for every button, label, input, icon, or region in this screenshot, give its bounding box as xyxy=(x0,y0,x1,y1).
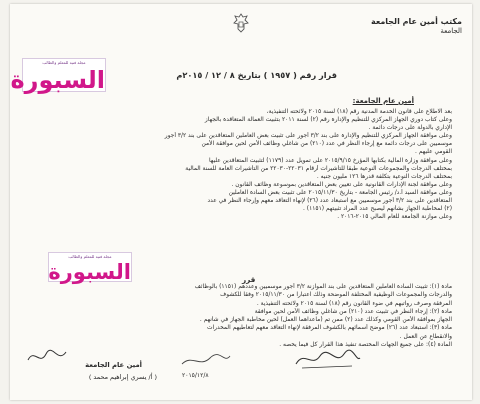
preamble-line: وعلى كتاب دوري الجهاز المركزي للتنظيم والإدارة رقم (٢) لسنة ٢٠١١ بتثبيت العمالة المتعاقدة بالجهاز xyxy=(204,117,452,124)
greeting: أمين عام الجامعة: xyxy=(352,97,414,105)
preamble-line: وعلى موافقة لجنة الإدارات القانونية على تعيين بعض المتعاقدين بموسوعة وظائف القانون . xyxy=(231,181,452,188)
watermark-tagline: مجلة فنية للمعلم والطالب xyxy=(68,254,112,259)
preamble-line: (٢) لمخاطبة الجهاز بشأنهم ليصبح عدد المراد تثبيتهم (١١٥١) . xyxy=(303,206,452,213)
article-line: مادة (١): تثبيت السادة العاملين المتعاقدين على بند الموازنة ٣/٢ أجور موسميين وعددهم (١١٥١) بالوظائف xyxy=(194,284,452,290)
signature-name: ( أ/ يسري إبراهيم محمد ) xyxy=(88,373,157,381)
signature-title: أمين عام الجامعة xyxy=(85,361,142,369)
header-office: مكتب أمين عام الجامعة xyxy=(370,17,462,26)
watermark-logo xyxy=(10,58,106,94)
article-line: المرفقة وصرف رواتبهم في ضوء القانون رقم (١٨) لسنة ٢٠١٥ ولائحته التنفيذية . xyxy=(256,300,452,307)
watermark-tagline: مجلة فنية للمعلم والطالب xyxy=(42,60,86,65)
article-line: والانقطاع عن العمل . xyxy=(399,333,452,340)
header-office-sub: الجامعة xyxy=(440,27,462,35)
preamble-line: القومي عليهم . xyxy=(414,149,452,156)
preamble-line: وعلى موافقة السيد أ.د/ رئيس الجامعة - بتاريخ ٢٠١٥/١١/٣٠ على تثبيت بعض السادة العاملين xyxy=(228,189,452,196)
eagle-seal-icon xyxy=(232,12,250,34)
preamble-line: موسميين على درجات دائمة مع إرجاء النظر في عدد (٢١٠) من شاغلي وظائف الأمن لحين موافقة الأمن xyxy=(201,141,452,148)
article-line: المادة (٤): على جميع الجهات المختصة تنفيذ هذا القرار كل فيما يخصه . xyxy=(279,342,452,349)
preamble-line: بمختلف الدرجات والمجموعات النوعية طبقاً للتأشيرات أرقام ٢٢٠٣١-٢٢٠٣٠ من التأشيرات العامة للسنة المالية xyxy=(185,165,452,172)
preamble xyxy=(22,108,452,221)
decree-number: قرار رقم ( ١٩٥٧ ) بتاريخ ٨ / ١٢ / ٢٠١٥م xyxy=(176,70,337,80)
preamble-line: بمختلف الدرجات النوعية بتكلفة قدرها ١٢٦ مليون جنيه . xyxy=(316,173,452,180)
preamble-line: الإداري بالدولة على درجات دائمة . xyxy=(368,125,452,132)
article-line: الجهاز بموافقة الأمن القومي وكذلك عدد (٢) ممن تم (ماعداهما العمل) لحين مخاطبة الجهاز في شأنهم . xyxy=(199,317,452,324)
article-line: والدرجات والمجموعات الوظيفية المختلفة الموضحة وذلك اعتباراً من ٢٠١٥/١١/٣٠ وفقاً للكشوف xyxy=(220,292,452,299)
articles xyxy=(22,283,452,349)
watermark-brand: السبورة xyxy=(10,66,105,94)
signature-scribble xyxy=(292,346,362,372)
article-line: مادة (٣): استبعاد عدد (٢٦) موضح أسمائهم بالكشوف المرفقة لإنهاء التعاقد معهم لتعاطيهم المخدرات xyxy=(206,325,452,332)
watermark-logo xyxy=(48,252,132,282)
stamp-date: ٢٠١٥/١٢/٨ xyxy=(182,372,209,379)
decision-heading: قرر xyxy=(242,275,256,284)
preamble-line: وعلى موازنة الجامعة للعام المالي ٢٠١٥-٢٠١٦ . xyxy=(337,214,452,221)
preamble-line: وعلى موافقة الجهاز المركزي للتنظيم والإدارة على بند ٣/٢ أجور على تثبيت بعض العاملين المتعاقدين على بند ٣/٢ أجور xyxy=(164,133,452,140)
watermark-brand: السبورة xyxy=(48,260,131,284)
article-line: مادة (٢): إرجاء النظر في تثبيت عدد (٢١٠) من شاغلي وظائف الأمن لحين موافقة xyxy=(254,308,452,315)
preamble-line: المتعاقدين على بند ٣/٢ أجور موسميين مع استبعاد عدد (٢٦) لإنهاء التعاقد معهم وإرجاء النظر في عدد xyxy=(207,198,452,205)
preamble-line: وعلى موافقة وزارة المالية بكتابها المؤرخ ٢٠١٥/٩/١٥ على تمويل عدد (١١٧٩) لتثبيت المتعاقدين عليها xyxy=(208,157,452,164)
initials-scribble xyxy=(24,346,70,368)
stamp-scribble xyxy=(178,350,234,370)
preamble-line: بعد الاطلاع على قانون الخدمة المدنية رقم (١٨) لسنة ٢٠١٥ ولائحته التنفيذية، xyxy=(266,109,452,115)
document-page xyxy=(10,4,472,400)
